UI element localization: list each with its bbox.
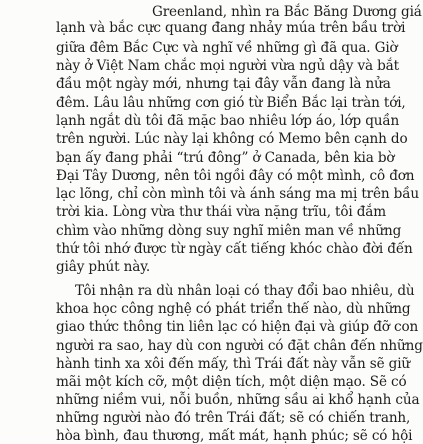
- text-line-1: Greenland, nhìn ra Bắc Băng Dương giá: [152, 4, 422, 20]
- text-line-20: hành tinh xa xôi đến mấy, thì Trái đất này vẫn sẽ giữ: [56, 356, 411, 372]
- text-line-3: giữa đêm Bắc Cực và nghĩ về những gì đã qua. Giờ: [56, 40, 398, 56]
- text-line-17: khoa học công nghệ có phát triển thế nào, dù những: [56, 301, 411, 317]
- text-line-15: giây phút này.: [56, 259, 151, 275]
- text-line-6: đêm. Lâu lâu những cơn gió từ Biển Bắc lại tràn tới,: [56, 95, 406, 111]
- text-line-21: mãi một kích cỡ, một diện tích, một diện mạo. Sẽ có: [56, 374, 407, 390]
- text-line-7: lạnh ngắt dù tôi đã mặc bao nhiêu lớp áo, lớp quần: [56, 113, 400, 129]
- text-line-11: lạc lõng, chỉ còn mình tôi và ánh sáng ma mị trên bầu: [56, 186, 420, 202]
- text-line-4: này ở Việt Nam chắc mọi người vừa ngủ dậy và bắt: [56, 58, 399, 74]
- text-line-14: thứ tôi nhớ được từ ngày cất tiếng khóc chào đời đến: [56, 241, 413, 257]
- text-line-2: lạnh và bắc cực quang đang nhảy múa trên bầu trời: [56, 20, 406, 36]
- text-line-18: giao thức thông tin liên lạc có hiện đại và giúp đỡ con: [56, 319, 419, 335]
- text-line-13: chìm vào những dòng suy nghĩ miên man về những: [56, 223, 402, 239]
- text-line-19: người ra sao, hay dù con người có đặt chân đến những: [56, 338, 423, 354]
- text-line-9: bạn ấy đang phải “trú đông” ở Canada, bên kia bờ: [56, 150, 395, 166]
- text-line-5: đầu một ngày mới, nhưng tại đây vẫn đang là nửa: [56, 76, 391, 92]
- text-line-22: những niềm vui, nỗi buồn, những sầu ai khổ hạnh của: [56, 392, 420, 408]
- text-line-10: Đại Tây Dương, nên tôi ngồi đây có một mình, cô đơn: [56, 168, 415, 184]
- text-line-12: trời kia. Lòng vừa thư thái vừa nặng trĩu, tôi đắm: [56, 204, 386, 220]
- text-line-8: trên người. Lúc này lại không có Memo bên cạnh do: [56, 131, 408, 147]
- text-line-16: Tôi nhận ra dù nhân loại có thay đổi bao nhiêu, dù: [75, 283, 415, 299]
- text-line-24: hòa bình, đau thương, mất mát, hạnh phúc; sẽ có hội: [56, 428, 413, 444]
- text-line-23: những người nào đó trên Trái đất; sẽ có chiến tranh,: [56, 410, 411, 426]
